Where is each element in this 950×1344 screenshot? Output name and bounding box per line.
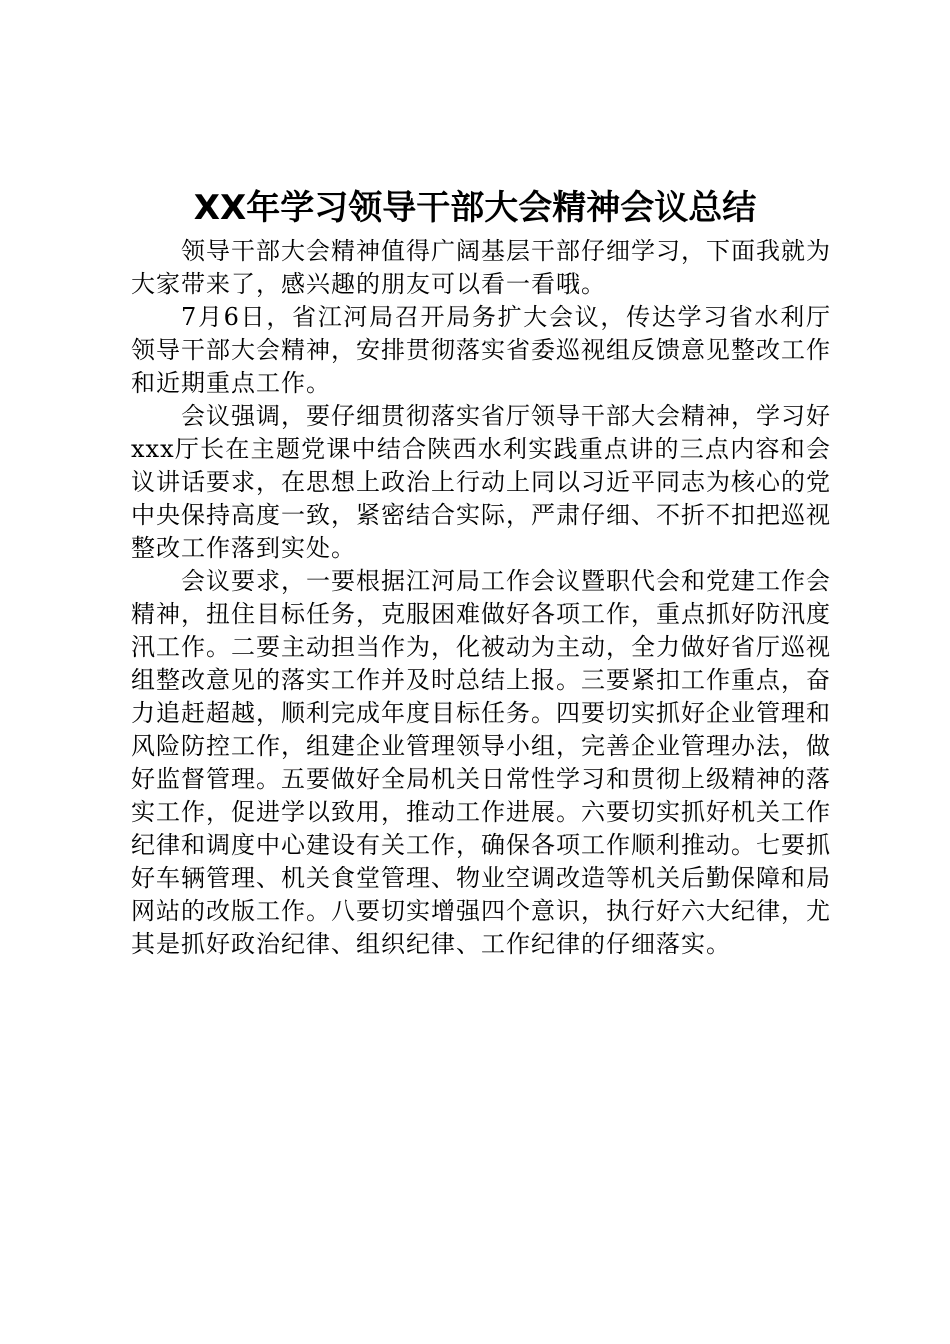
paragraph-requirements: 会议要求，一要根据江河局工作会议暨职代会和党建工作会精神，扭住目标任务，克服困难做好各项工作，重点抓好防汛度汛工作。二要主动担当作为，化被动为主动，全力做好省厅巡视组整改意见的落实工作并及时总结上报。三要紧扣工作重点，奋力追赶超越，顺利完成年度目标任务。四要切实抓好企业管理和风险防控工作，组建企业管理领导小组，完善企业管理办法，做好监督管理。五要做好全局机关日常性学习和贯彻上级精神的落实工作，促进学以致用，推动工作进展。六要切实抓好机关工作纪律和调度中心建设有关工作，确保各项工作顺利推动。七要抓好车辆管理、机关食堂管理、物业空调改造等机关后勤保障和局网站的改版工作。八要切实增强四个意识，执行好六大纪律，尤其是抓好政治纪律、组织纪律、工作纪律的仔细落实。 [131,567,831,958]
document-title: XX年学习领导干部大会精神会议总结 [193,188,757,228]
paragraph-meeting: 7月6日，省江河局召开局务扩大会议，传达学习省水利厅领导干部大会精神，安排贯彻落实省委巡视组反馈意见整改工作和近期重点工作。 [131,303,831,397]
paragraph-emphasis: 会议强调，要仔细贯彻落实省厅领导干部大会精神，学习好xxx厅长在主题党课中结合陕西水利实践重点讲的三点内容和会议讲话要求，在思想上政治上行动上同以习近平同志为核心的党中央保持高度一致，紧密结合实际，严肃仔细、不折不扣把巡视整改工作落到实处。 [131,402,831,562]
paragraph-intro: 领导干部大会精神值得广阔基层干部仔细学习，下面我就为大家带来了，感兴趣的朋友可以看一看哦。 [131,237,831,298]
document-body [131,235,831,961]
